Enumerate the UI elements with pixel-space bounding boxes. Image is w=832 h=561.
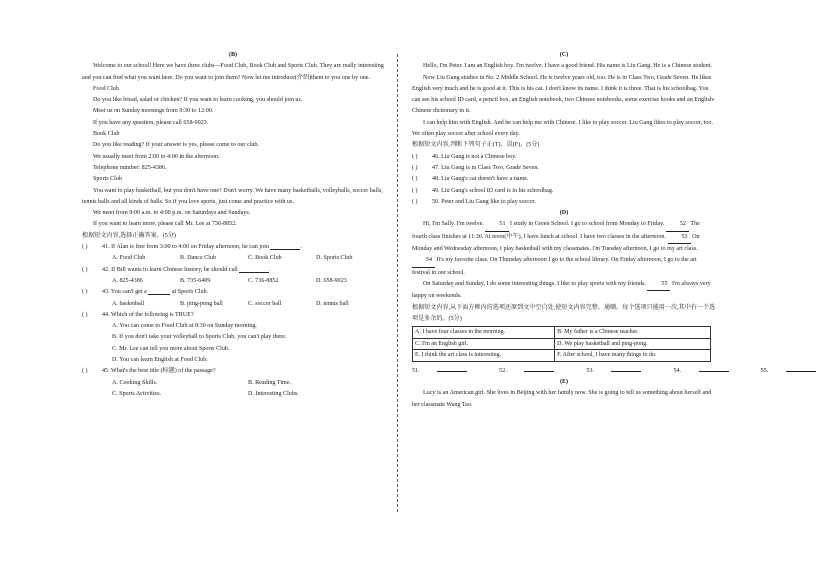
question-tail: . (269, 266, 271, 273)
answer-label: 53. (586, 367, 594, 374)
answer-blank[interactable] (270, 242, 300, 250)
blank-55[interactable]: 55 (647, 279, 670, 291)
section-e-title: (E) (559, 378, 569, 385)
choice-option: E. I think the art class is interesting. (413, 350, 555, 362)
option: B. 735-6409 (180, 277, 211, 284)
text-run: Hi, I'm Sally. I'm twelve. (423, 221, 484, 228)
section-b-title: (B) (228, 52, 238, 58)
blank-54[interactable]: 54 (412, 255, 435, 267)
choice-box (412, 326, 711, 362)
answer-blank[interactable] (239, 265, 269, 273)
text-run: On Saturday and Sunday, I do some interesting things. I like to play sports with my friends. (423, 280, 646, 287)
answer-slot-55[interactable] (761, 364, 832, 377)
question-44 (82, 310, 384, 321)
answer-bracket[interactable]: ( ) (412, 164, 418, 171)
question-tail: . (300, 244, 302, 251)
question-text: 46. Liu Gang is not a Chinese boy. (432, 153, 517, 160)
answer-bracket[interactable]: ( ) (412, 176, 418, 183)
text-run: The fourth class finishes at 11:30. At noon(中午), I have lunch at school. I have two classes in the afternoon. (412, 221, 700, 240)
question-text: 41. If Alan is free from 3:00 to 4:00 on Friday afternoon, he can join (102, 244, 269, 251)
question-text: 42. If Bill wants to learn Chinese history, he should call (102, 266, 238, 273)
option: B. Reading Time. (248, 379, 292, 386)
question-49 (412, 186, 716, 197)
question-text: 43. You can't get a (102, 289, 147, 296)
sports-club-line-3: If you want to learn more, please call Mr. Lee at 736-8852. (93, 221, 237, 228)
option: B. ping-pong ball (180, 300, 223, 307)
choice-option: B. My father is a Chinese teacher. (555, 327, 711, 339)
question-50 (412, 197, 716, 208)
blank-52[interactable]: 52 (666, 219, 689, 231)
answer-bracket[interactable]: ( ) (82, 311, 88, 318)
food-club-title: Food Club (93, 85, 119, 92)
book-club-line-1: Do you like reading? If your answer is yes, please come to our club. (93, 142, 260, 149)
question-43-options (82, 299, 384, 310)
answer-blank[interactable] (699, 364, 729, 372)
blank-51[interactable]: 51 (485, 219, 508, 231)
answer-label: 51. (412, 367, 420, 374)
food-club-line-3: If you have any question, please call 658-9023. (93, 119, 209, 126)
question-text: 49. Liu Gang's school ID card is in his schoolbag. (432, 187, 554, 194)
section-d-title: (D) (559, 210, 569, 217)
book-club-line-2: We usually meet from 2:00 to 4:00 in the afternoon. (93, 153, 220, 160)
question-41-options (82, 253, 384, 264)
option: D. Interesting Clubs. (248, 390, 299, 397)
question-text: 45. What's the best title (标题) of the passage? (102, 368, 216, 375)
option: B. If you don't take your volleyball to Sports Club, you can't play there. (112, 334, 287, 341)
answer-bracket[interactable]: ( ) (82, 244, 88, 251)
answer-blank[interactable] (437, 364, 467, 372)
question-45 (82, 366, 384, 377)
option: A. You can come to Food Club at 8:30 on Sunday morning. (112, 323, 257, 330)
question-46 (412, 152, 716, 163)
sports-club-line-1: You want to play basketball, but you don't have one? Don't worry. We have many basketballs, volleyballs, soccer balls, tennis balls and all kinds of balls. So if you love sports, just come and practice with us. (82, 187, 383, 205)
option: A. Food Club (112, 255, 146, 262)
question-41 (82, 242, 384, 253)
answer-slot-54[interactable] (673, 364, 744, 377)
sports-club-title: Sports Club (93, 176, 122, 183)
question-45-options-row-1 (82, 378, 384, 389)
answer-bracket[interactable]: ( ) (82, 289, 88, 296)
answer-bracket[interactable]: ( ) (82, 266, 88, 273)
option: D. You can learn English at Food Club. (112, 357, 208, 364)
answer-blank[interactable] (524, 364, 554, 372)
option: C. soccer ball (248, 300, 282, 307)
answer-blank[interactable] (148, 287, 170, 295)
option: C. 736-8852 (248, 277, 279, 284)
section-d-paragraph-1 (412, 219, 716, 278)
question-text: 47. Liu Gang is in Class Two, Grade Seven. (432, 164, 539, 171)
food-club-line-2: Meet us on Sunday mornings from 9:30 to 12:00. (93, 108, 214, 115)
section-d-paragraph-2 (412, 279, 716, 303)
blank-53[interactable]: 53 (668, 232, 691, 244)
choice-option: D. We play basketball and ping-pong. (555, 338, 711, 350)
sports-club-line-2: We meet from 9:00 a.m. to 4:00 p.m. on Saturdays and Sundays. (93, 210, 251, 217)
answer-bracket[interactable]: ( ) (412, 153, 418, 160)
question-text: 50. Peter and Liu Gang like to play soccer. (432, 198, 536, 205)
question-tail: at Sports Club. (171, 289, 209, 296)
question-43 (82, 287, 384, 298)
text-run: I'm always very happy on weekends. (412, 280, 711, 300)
section-b-instruction: 根据短文内容,选择正确答案。(5分) (82, 232, 176, 239)
question-45-options-row-2 (82, 389, 384, 400)
section-c-instruction: 根据短文内容,判断下列句子正(T)、误(F)。(5分) (412, 142, 540, 149)
choice-option: C. I'm an English girl. (413, 338, 555, 350)
right-column (412, 50, 769, 520)
choice-row (413, 327, 711, 339)
answer-blank[interactable] (786, 364, 816, 372)
answer-label: 54. (673, 367, 682, 374)
answer-label: 55. (760, 367, 769, 374)
option: C. Mr. Lee can tell you more about Sports Club. (112, 345, 230, 352)
option: A. 825-4386 (112, 277, 143, 284)
option: A. basketball (112, 300, 145, 307)
text-run: On Monday and Wednesday afternoon, I play basketball with my classmates. On Tuesday afternoon, I go to my art class. (412, 233, 700, 253)
text-run: I study in Green School. I go to school from Monday to Friday. (510, 221, 665, 228)
question-text: 48. Liu Gang's cat doesn't have a name. (432, 176, 529, 183)
choice-row (413, 350, 711, 362)
question-42-options (82, 276, 384, 287)
section-c-paragraph-3: I can help him with English. And he can help me with Chinese. I like to play soccer. Liu Gang likes to play soccer, too. We often play soccer after school every day. (412, 119, 713, 138)
food-club-line-1: Do you like bread, salad or chicken? If you want to learn cooking, you should join us. (93, 97, 303, 104)
column-divider (397, 54, 398, 512)
left-column (82, 50, 384, 520)
question-48 (412, 174, 716, 185)
question-text: 44. Which of the following is TRUE? (102, 311, 194, 318)
option: C. Sports Activities. (112, 390, 162, 397)
option: B. Dance Club (180, 255, 217, 262)
choice-option: F. After school, I have many things to do. (555, 350, 711, 362)
option: D. Sports Club (316, 255, 353, 262)
exam-page (82, 50, 769, 520)
answer-bracket[interactable]: ( ) (82, 368, 88, 375)
book-club-title: Book Club (93, 131, 120, 138)
question-42 (82, 265, 384, 276)
answer-blank[interactable] (611, 364, 641, 372)
text-run: It's my favorite class. On Thursday afternoon I go to the school library. On Friday afternoon, I go to the art festival in our school. (412, 257, 697, 276)
section-c-paragraph-2: Now Liu Gang studies in No. 2 Middle School. He is twelve years old, too. He is in Class Two, Grade Seven. He likes English very much and he is good at it. This is his cat. I don't know its name. I think it is three. That is his schoolbag. You can see his school ID card, a pencil box, an English notebook, two Chinese notebooks, some exercise books and an English-Chinese dictionary in it. (412, 74, 715, 115)
question-47 (412, 163, 716, 174)
answer-label: 52. (499, 367, 507, 374)
section-c-title: (C) (559, 52, 569, 58)
answer-slot-52[interactable] (499, 364, 570, 377)
book-club-line-3: Telephone number: 825-4386. (93, 164, 167, 171)
section-c-paragraph-1: Hello, I'm Peter. I am an English boy. I'm twelve. I have a good friend. His name is Liu Gang. He is a Chinese student. (423, 63, 712, 70)
option: D. 658-9023 (316, 277, 347, 284)
section-b-intro: Welcome to our school! Here we have three clubs—Food Club, Book Club and Sports Club. They are really interesting and you can find what you want here. Do you want to join them? Now let me introduce(介绍)them to you one by one. (82, 63, 384, 81)
answer-bracket[interactable]: ( ) (412, 187, 418, 194)
choice-row (413, 338, 711, 350)
answer-slot-51[interactable] (412, 364, 483, 377)
choice-option: A. I have four classes in the morning. (413, 327, 555, 339)
answer-line (412, 364, 769, 377)
option: C. Book Club (248, 255, 282, 262)
option: D. tennis ball (316, 300, 349, 307)
answer-bracket[interactable]: ( ) (412, 198, 418, 205)
answer-slot-53[interactable] (586, 364, 657, 377)
section-e-paragraph-1: Lucy is an American girl. She lives in Beijing with her family now. She is going to tell us something about herself and her classmate Wang Tao. (412, 390, 712, 408)
option: A. Cooking Skills. (112, 379, 158, 386)
section-d-instruction: 根据短文内容,从下面方框内的选项还原到文中空白处,使短文内容完整、通顺。每个选项只能用一次,其中有一个选项是多余的。(5分) (412, 304, 716, 322)
